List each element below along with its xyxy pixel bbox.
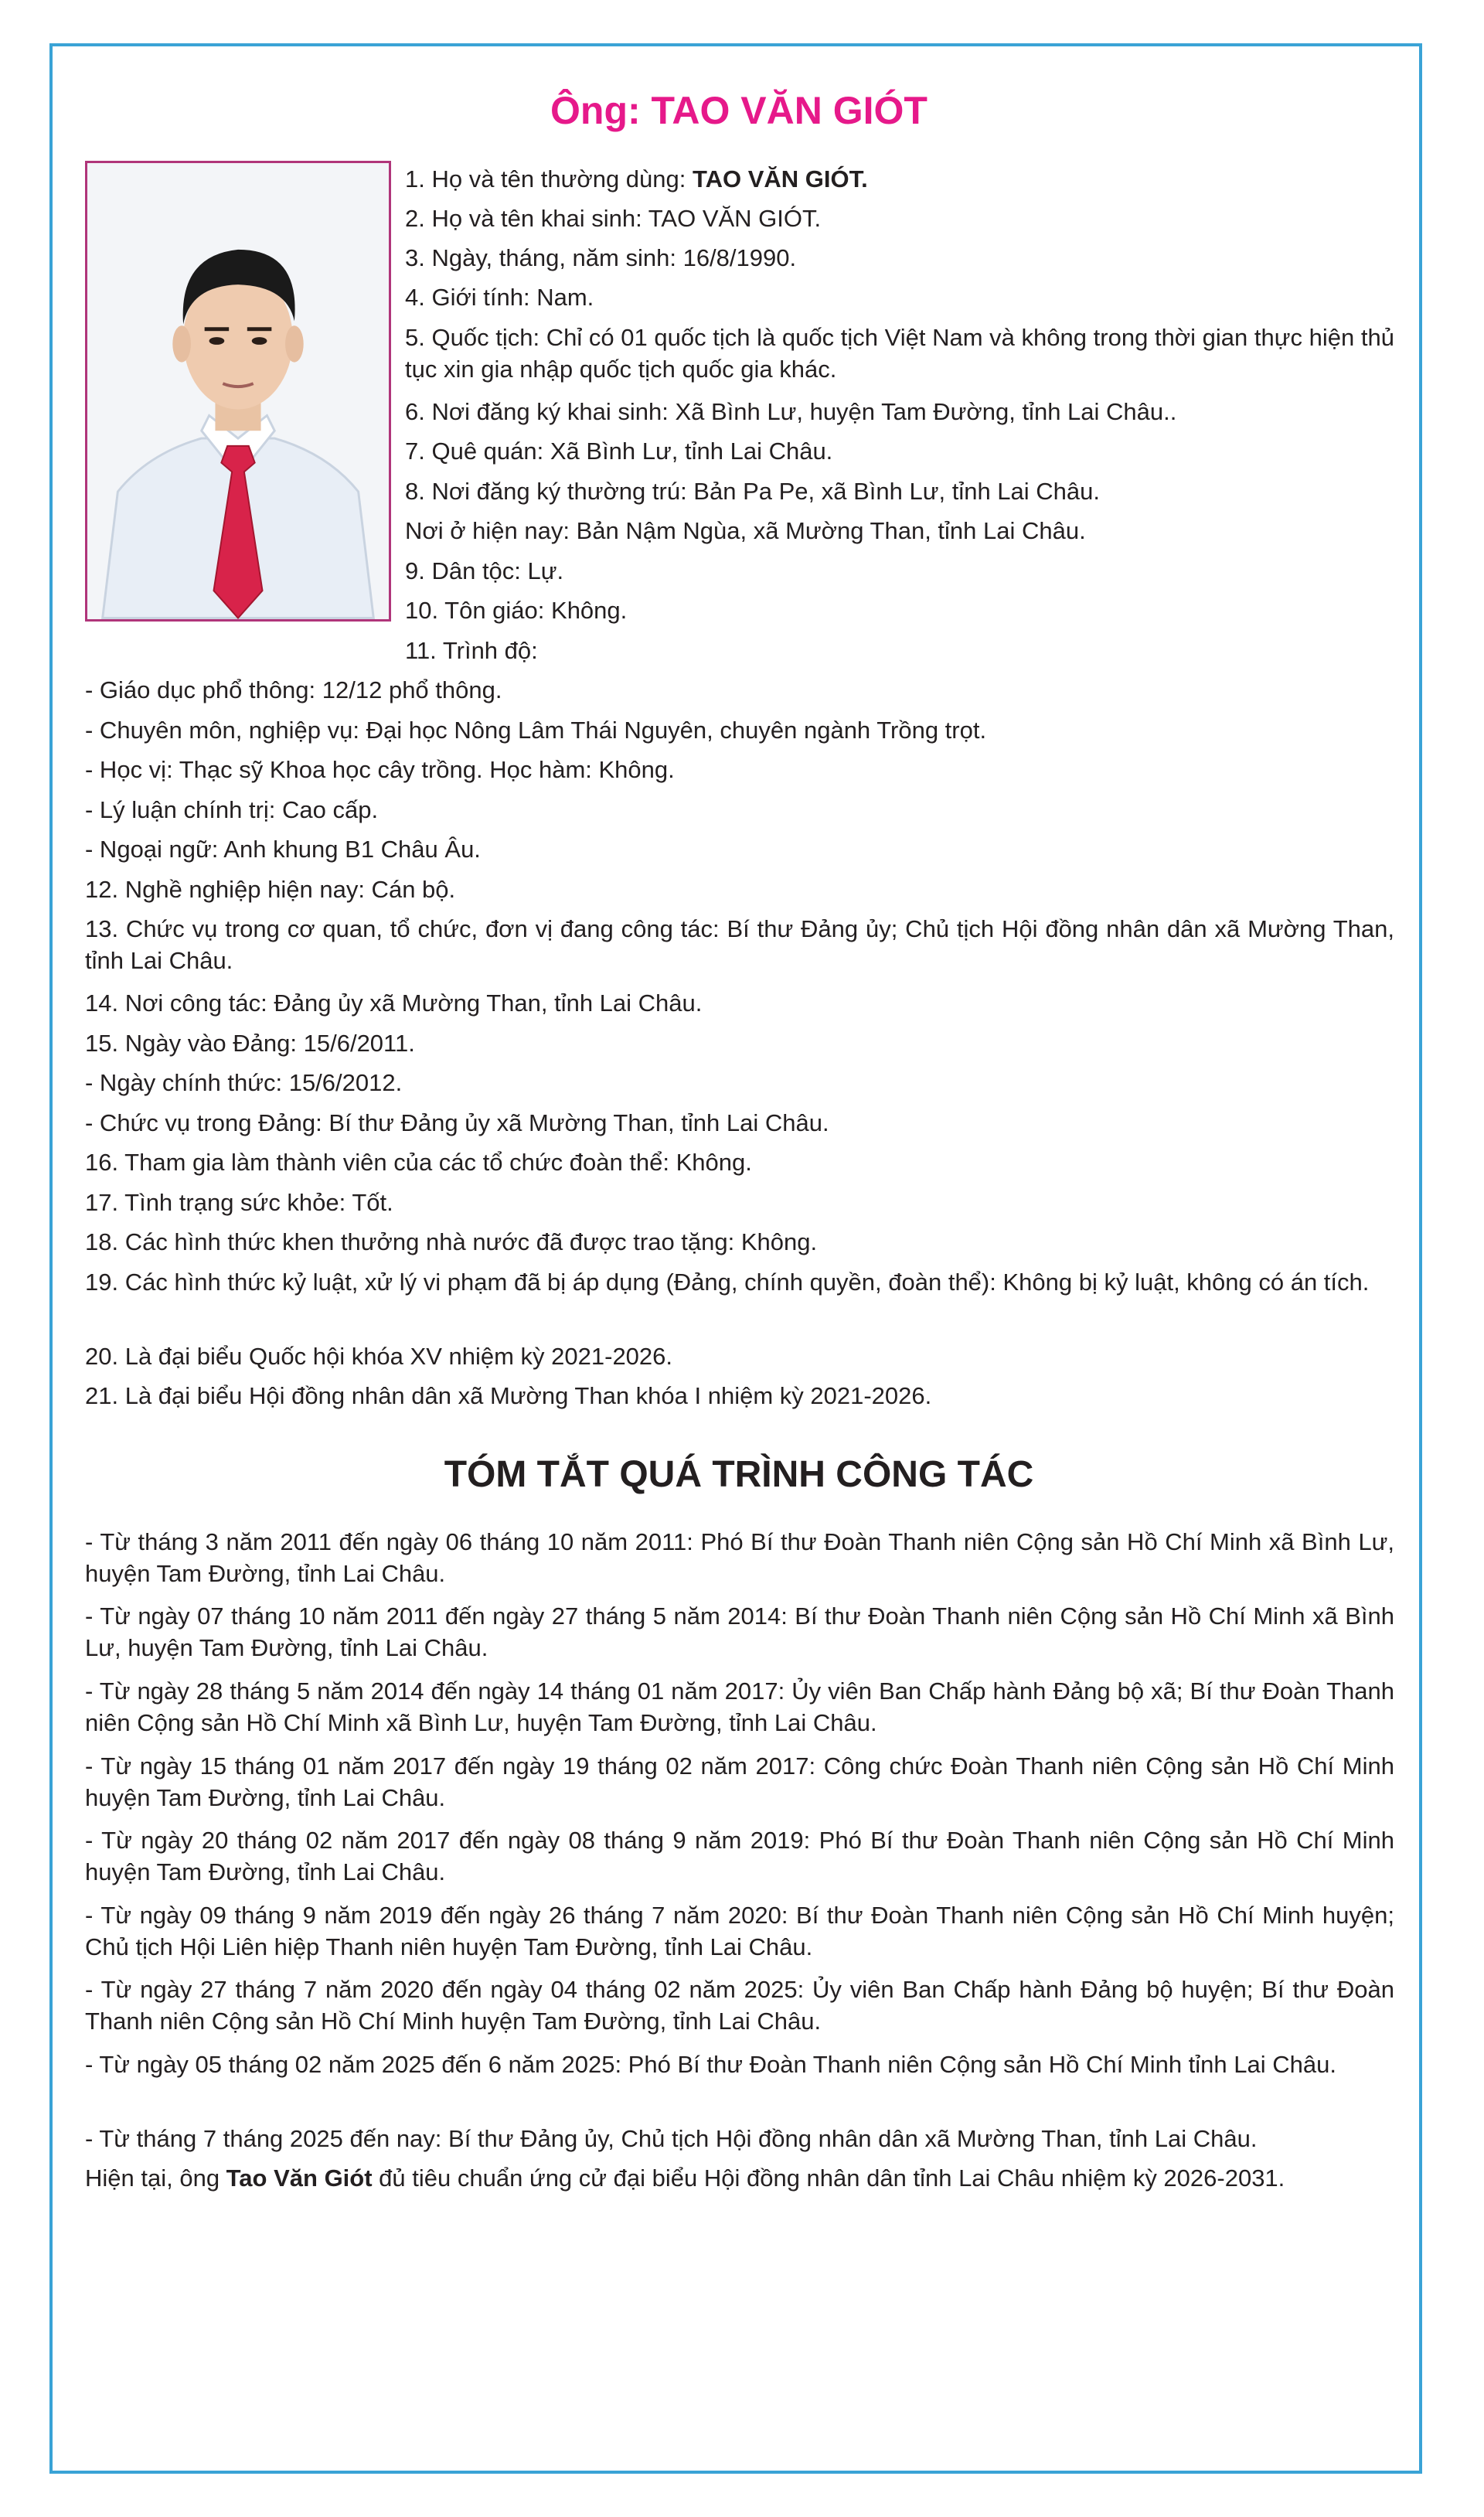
career-item-3: - Từ ngày 28 tháng 5 năm 2014 đến ngày 14 tháng 01 năm 2017: Ủy viên Ban Chấp hành Đảng bộ xã; Bí thư Đoàn Thanh niên Cộng sản Hồ Chí Minh xã Bình Lư, huyện Tam Đường, tỉnh Lai Châu. [85, 1677, 1394, 1736]
info-line-19: 19. Các hình thức kỷ luật, xử lý vi phạm đã bị áp dụng (Đảng, chính quyền, đoàn thể): Không bị kỷ luật, không có án tích. [85, 1269, 1370, 1296]
info-line-12: 12. Nghề nghiệp hiện nay: Cán bộ. [85, 876, 456, 903]
career-item-7: - Từ ngày 27 tháng 7 năm 2020 đến ngày 04 tháng 02 năm 2025: Ủy viên Ban Chấp hành Đảng bộ huyện; Bí thư Đoàn Thanh niên Cộng sản Hồ Chí Minh huyện Tam Đường, tỉnh Lai Châu. [85, 1976, 1394, 2035]
info-line-2: 2. Họ và tên khai sinh: TAO VĂN GIÓT. [405, 205, 822, 232]
info-line-3: 3. Ngày, tháng, năm sinh: 16/8/1990. [405, 244, 797, 271]
candidate-portrait [85, 161, 391, 622]
info-official-date: - Ngày chính thức: 15/6/2012. [85, 1069, 403, 1096]
info-party-position: - Chức vụ trong Đảng: Bí thư Đảng ủy xã Mường Than, tỉnh Lai Châu. [85, 1109, 829, 1136]
document-frame [49, 43, 1422, 2474]
info-line-4: 4. Giới tính: Nam. [405, 284, 594, 311]
info-line-residence: Nơi ở hiện nay: Bản Nậm Ngùa, xã Mường Than, tỉnh Lai Châu. [405, 517, 1086, 544]
info-line-10: 10. Tôn giáo: Không. [405, 597, 628, 624]
info-line-21: 21. Là đại biểu Hội đồng nhân dân xã Mường Than khóa I nhiệm kỳ 2021-2026. [85, 1382, 932, 1409]
info-profession: - Chuyên môn, nghiệp vụ: Đại học Nông Lâm Thái Nguyên, chuyên ngành Trồng trọt. [85, 717, 987, 744]
info-language: - Ngoại ngữ: Anh khung B1 Châu Âu. [85, 836, 481, 863]
info-line-5: 5. Quốc tịch: Chỉ có 01 quốc tịch là quốc tịch Việt Nam và không trong thời gian thực hiện thủ tục xin gia nhập quốc tịch quốc gia khác. [405, 324, 1394, 383]
info-line-15: 15. Ngày vào Đảng: 15/6/2011. [85, 1030, 415, 1057]
info-line-17: 17. Tình trạng sức khỏe: Tốt. [85, 1189, 393, 1216]
info-line-7: 7. Quê quán: Xã Bình Lư, tỉnh Lai Châu. [405, 438, 833, 465]
info-line-6: 6. Nơi đăng ký khai sinh: Xã Bình Lư, huyện Tam Đường, tỉnh Lai Châu.. [405, 398, 1177, 425]
career-item-6: - Từ ngày 09 tháng 9 năm 2019 đến ngày 26 tháng 7 năm 2020: Bí thư Đoàn Thanh niên Cộng sản Hồ Chí Minh huyện; Chủ tịch Hội Liên hiệp Thanh niên huyện Tam Đường, tỉnh Lai Châu. [85, 1902, 1394, 1960]
info-line-1: 1. Họ và tên thường dùng: TAO VĂN GIÓT. [405, 165, 868, 192]
career-item-5: - Từ ngày 20 tháng 02 năm 2017 đến ngày 08 tháng 9 năm 2019: Phó Bí thư Đoàn Thanh niên Cộng sản Hồ Chí Minh huyện Tam Đường, tỉnh Lai Châu. [85, 1827, 1394, 1885]
conclusion-paragraph: Hiện tại, ông Tao Văn Giót đủ tiêu chuẩn ứng cử đại biểu Hội đồng nhân dân tỉnh Lai Châu nhiệm kỳ 2026-2031. [85, 2164, 1285, 2192]
career-item-2: - Từ ngày 07 tháng 10 năm 2011 đến ngày 27 tháng 5 năm 2014: Bí thư Đoàn Thanh niên Cộng sản Hồ Chí Minh xã Bình Lư, huyện Tam Đường, tỉnh Lai Châu. [85, 1603, 1394, 1661]
career-item-4: - Từ ngày 15 tháng 01 năm 2017 đến ngày 19 tháng 02 năm 2017: Công chức Đoàn Thanh niên Cộng sản Hồ Chí Minh huyện Tam Đường, tỉnh Lai Châu. [85, 1752, 1394, 1811]
candidate-title: Ông: TAO VĂN GIÓT [550, 89, 928, 132]
info-line-14: 14. Nơi công tác: Đảng ủy xã Mường Than, tỉnh Lai Châu. [85, 989, 703, 1017]
info-education: - Giáo dục phổ thông: 12/12 phổ thông. [85, 676, 502, 703]
career-item-9: - Từ tháng 7 tháng 2025 đến nay: Bí thư Đảng ủy, Chủ tịch Hội đồng nhân dân xã Mường Than, tỉnh Lai Châu. [85, 2125, 1258, 2152]
info-political-theory: - Lý luận chính trị: Cao cấp. [85, 796, 379, 823]
info-degree: - Học vị: Thạc sỹ Khoa học cây trồng. Học hàm: Không. [85, 756, 675, 783]
info-line-18: 18. Các hình thức khen thưởng nhà nước đã được trao tặng: Không. [85, 1228, 818, 1255]
info-line-8: 8. Nơi đăng ký thường trú: Bản Pa Pe, xã Bình Lư, tỉnh Lai Châu. [405, 478, 1100, 505]
portrait-illustration [87, 163, 389, 619]
career-item-8: - Từ ngày 05 tháng 02 năm 2025 đến 6 năm 2025: Phó Bí thư Đoàn Thanh niên Cộng sản Hồ Chí Minh tỉnh Lai Châu. [85, 2051, 1336, 2078]
career-item-1: - Từ tháng 3 năm 2011 đến ngày 06 tháng 10 năm 2011: Phó Bí thư Đoàn Thanh niên Cộng sản Hồ Chí Minh xã Bình Lư, huyện Tam Đường, tỉnh Lai Châu. [85, 1528, 1394, 1587]
info-line-9: 9. Dân tộc: Lự. [405, 557, 564, 584]
info-line-13: 13. Chức vụ trong cơ quan, tổ chức, đơn vị đang công tác: Bí thư Đảng ủy; Chủ tịch Hội đồng nhân dân xã Mường Than, tỉnh Lai Châu. [85, 915, 1394, 974]
info-line-16: 16. Tham gia làm thành viên của các tổ chức đoàn thể: Không. [85, 1149, 752, 1176]
section-title-career: TÓM TẮT QUÁ TRÌNH CÔNG TÁC [444, 1454, 1034, 1495]
info-line-11: 11. Trình độ: [405, 637, 538, 664]
info-line-20: 20. Là đại biểu Quốc hội khóa XV nhiệm kỳ 2021-2026. [85, 1343, 673, 1370]
